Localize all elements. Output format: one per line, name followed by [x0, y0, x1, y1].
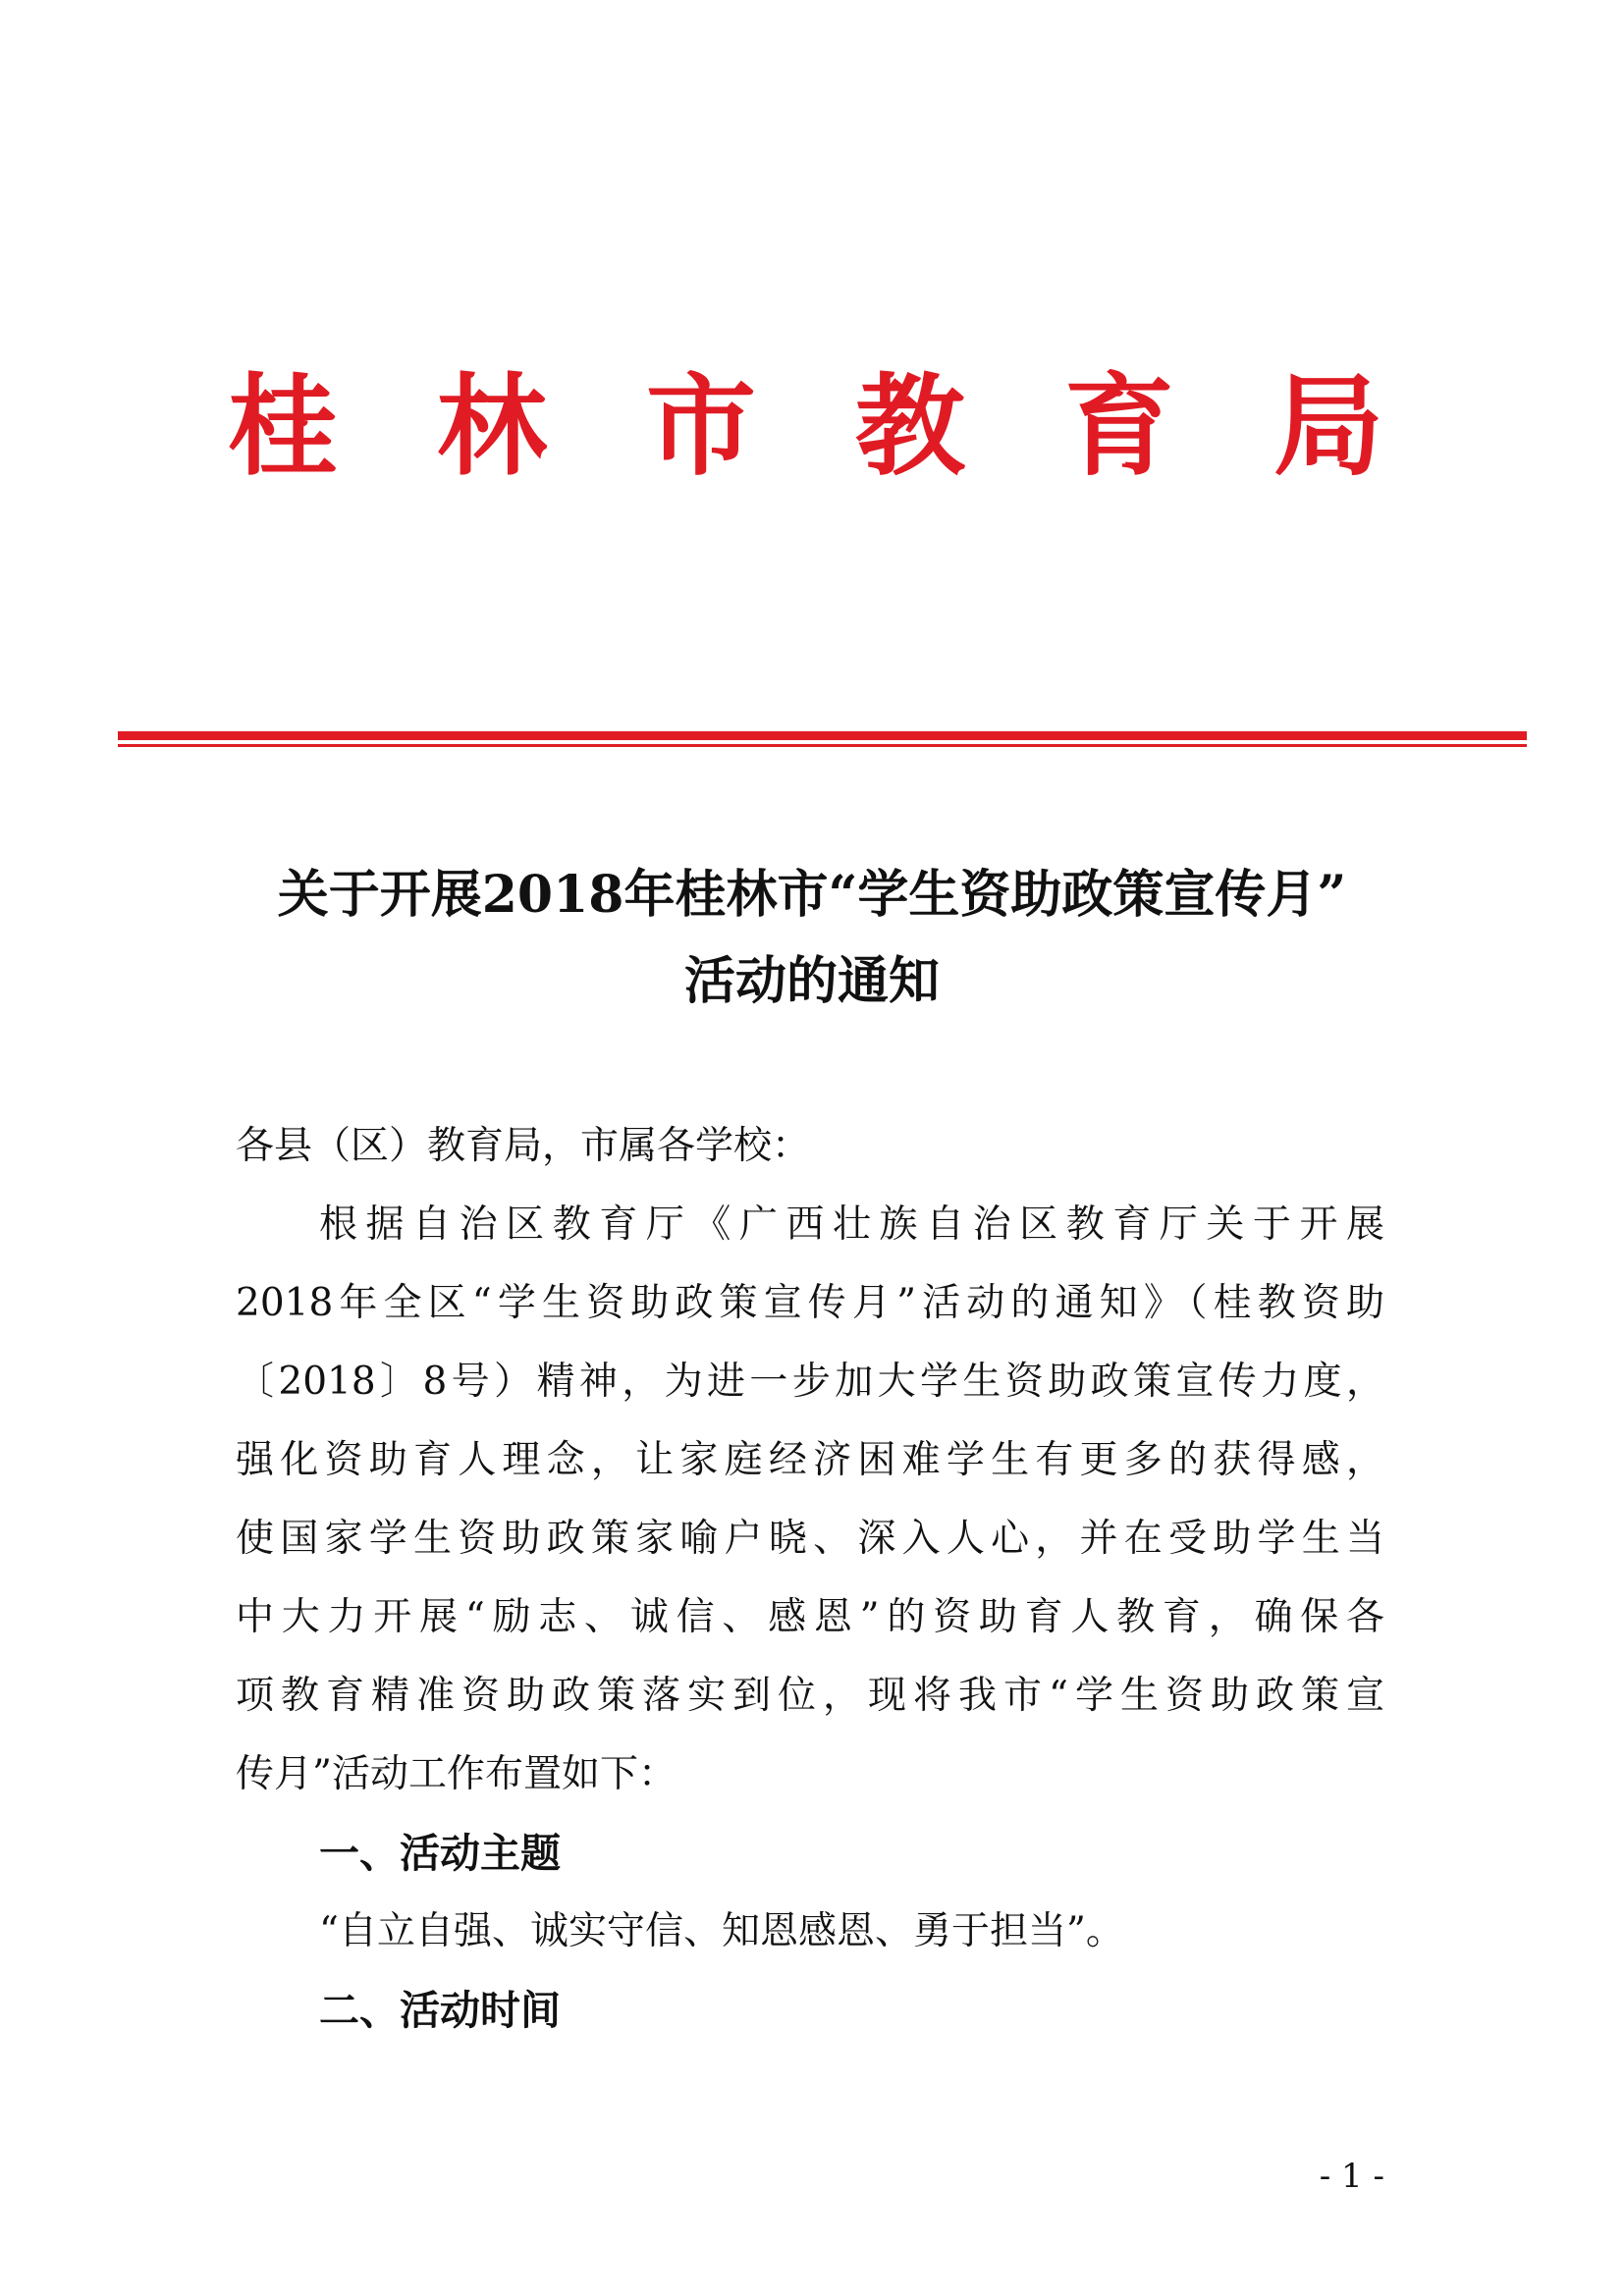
- masthead-char: 市: [646, 363, 756, 491]
- body-line: 传月”活动工作布置如下：: [236, 1752, 677, 1796]
- section-heading-time: 二、活动时间: [319, 1987, 561, 2034]
- body-line: 强化资助育人理念，让家庭经济困难学生有更多的获得感，: [236, 1438, 1384, 1482]
- body-line: 2018年全区“学生资助政策宣传月”活动的通知》（桂教资助: [236, 1281, 1384, 1325]
- masthead-char: 桂: [228, 363, 338, 491]
- section-heading-theme: 一、活动主题: [319, 1830, 561, 1877]
- masthead-char: 林: [437, 363, 547, 491]
- body-line: 〔2018〕8号）精神，为进一步加大学生资助政策宣传力度，: [236, 1360, 1384, 1404]
- masthead-divider-thin: [118, 744, 1527, 747]
- document-title-line-2: 活动的通知: [683, 951, 940, 1011]
- body-line: 项教育精准资助政策落实到位，现将我市“学生资助政策宣: [236, 1674, 1384, 1718]
- masthead-char: 育: [1064, 363, 1174, 491]
- document-title-line-1: 关于开展2018年桂林市“学生资助政策宣传月”: [277, 865, 1347, 925]
- masthead: [0, 363, 1624, 510]
- body-line: 中大力开展“励志、诚信、感恩”的资助育人教育，确保各: [236, 1595, 1384, 1639]
- addressee: 各县（区）教育局，市属各学校：: [236, 1124, 811, 1168]
- masthead-divider-thick: [118, 731, 1527, 740]
- masthead-char: 教: [855, 363, 965, 491]
- theme-content: “自立自强、诚实守信、知恩感恩、勇于担当”。: [319, 1909, 1124, 1953]
- body-line: 根据自治区教育厅《广西壮族自治区教育厅关于开展: [319, 1202, 1384, 1247]
- body-line: 使国家学生资助政策家喻户晓、深入人心，并在受助学生当: [236, 1517, 1384, 1561]
- page-number: - 1 -: [1319, 2157, 1384, 2196]
- masthead-char: 局: [1273, 363, 1383, 491]
